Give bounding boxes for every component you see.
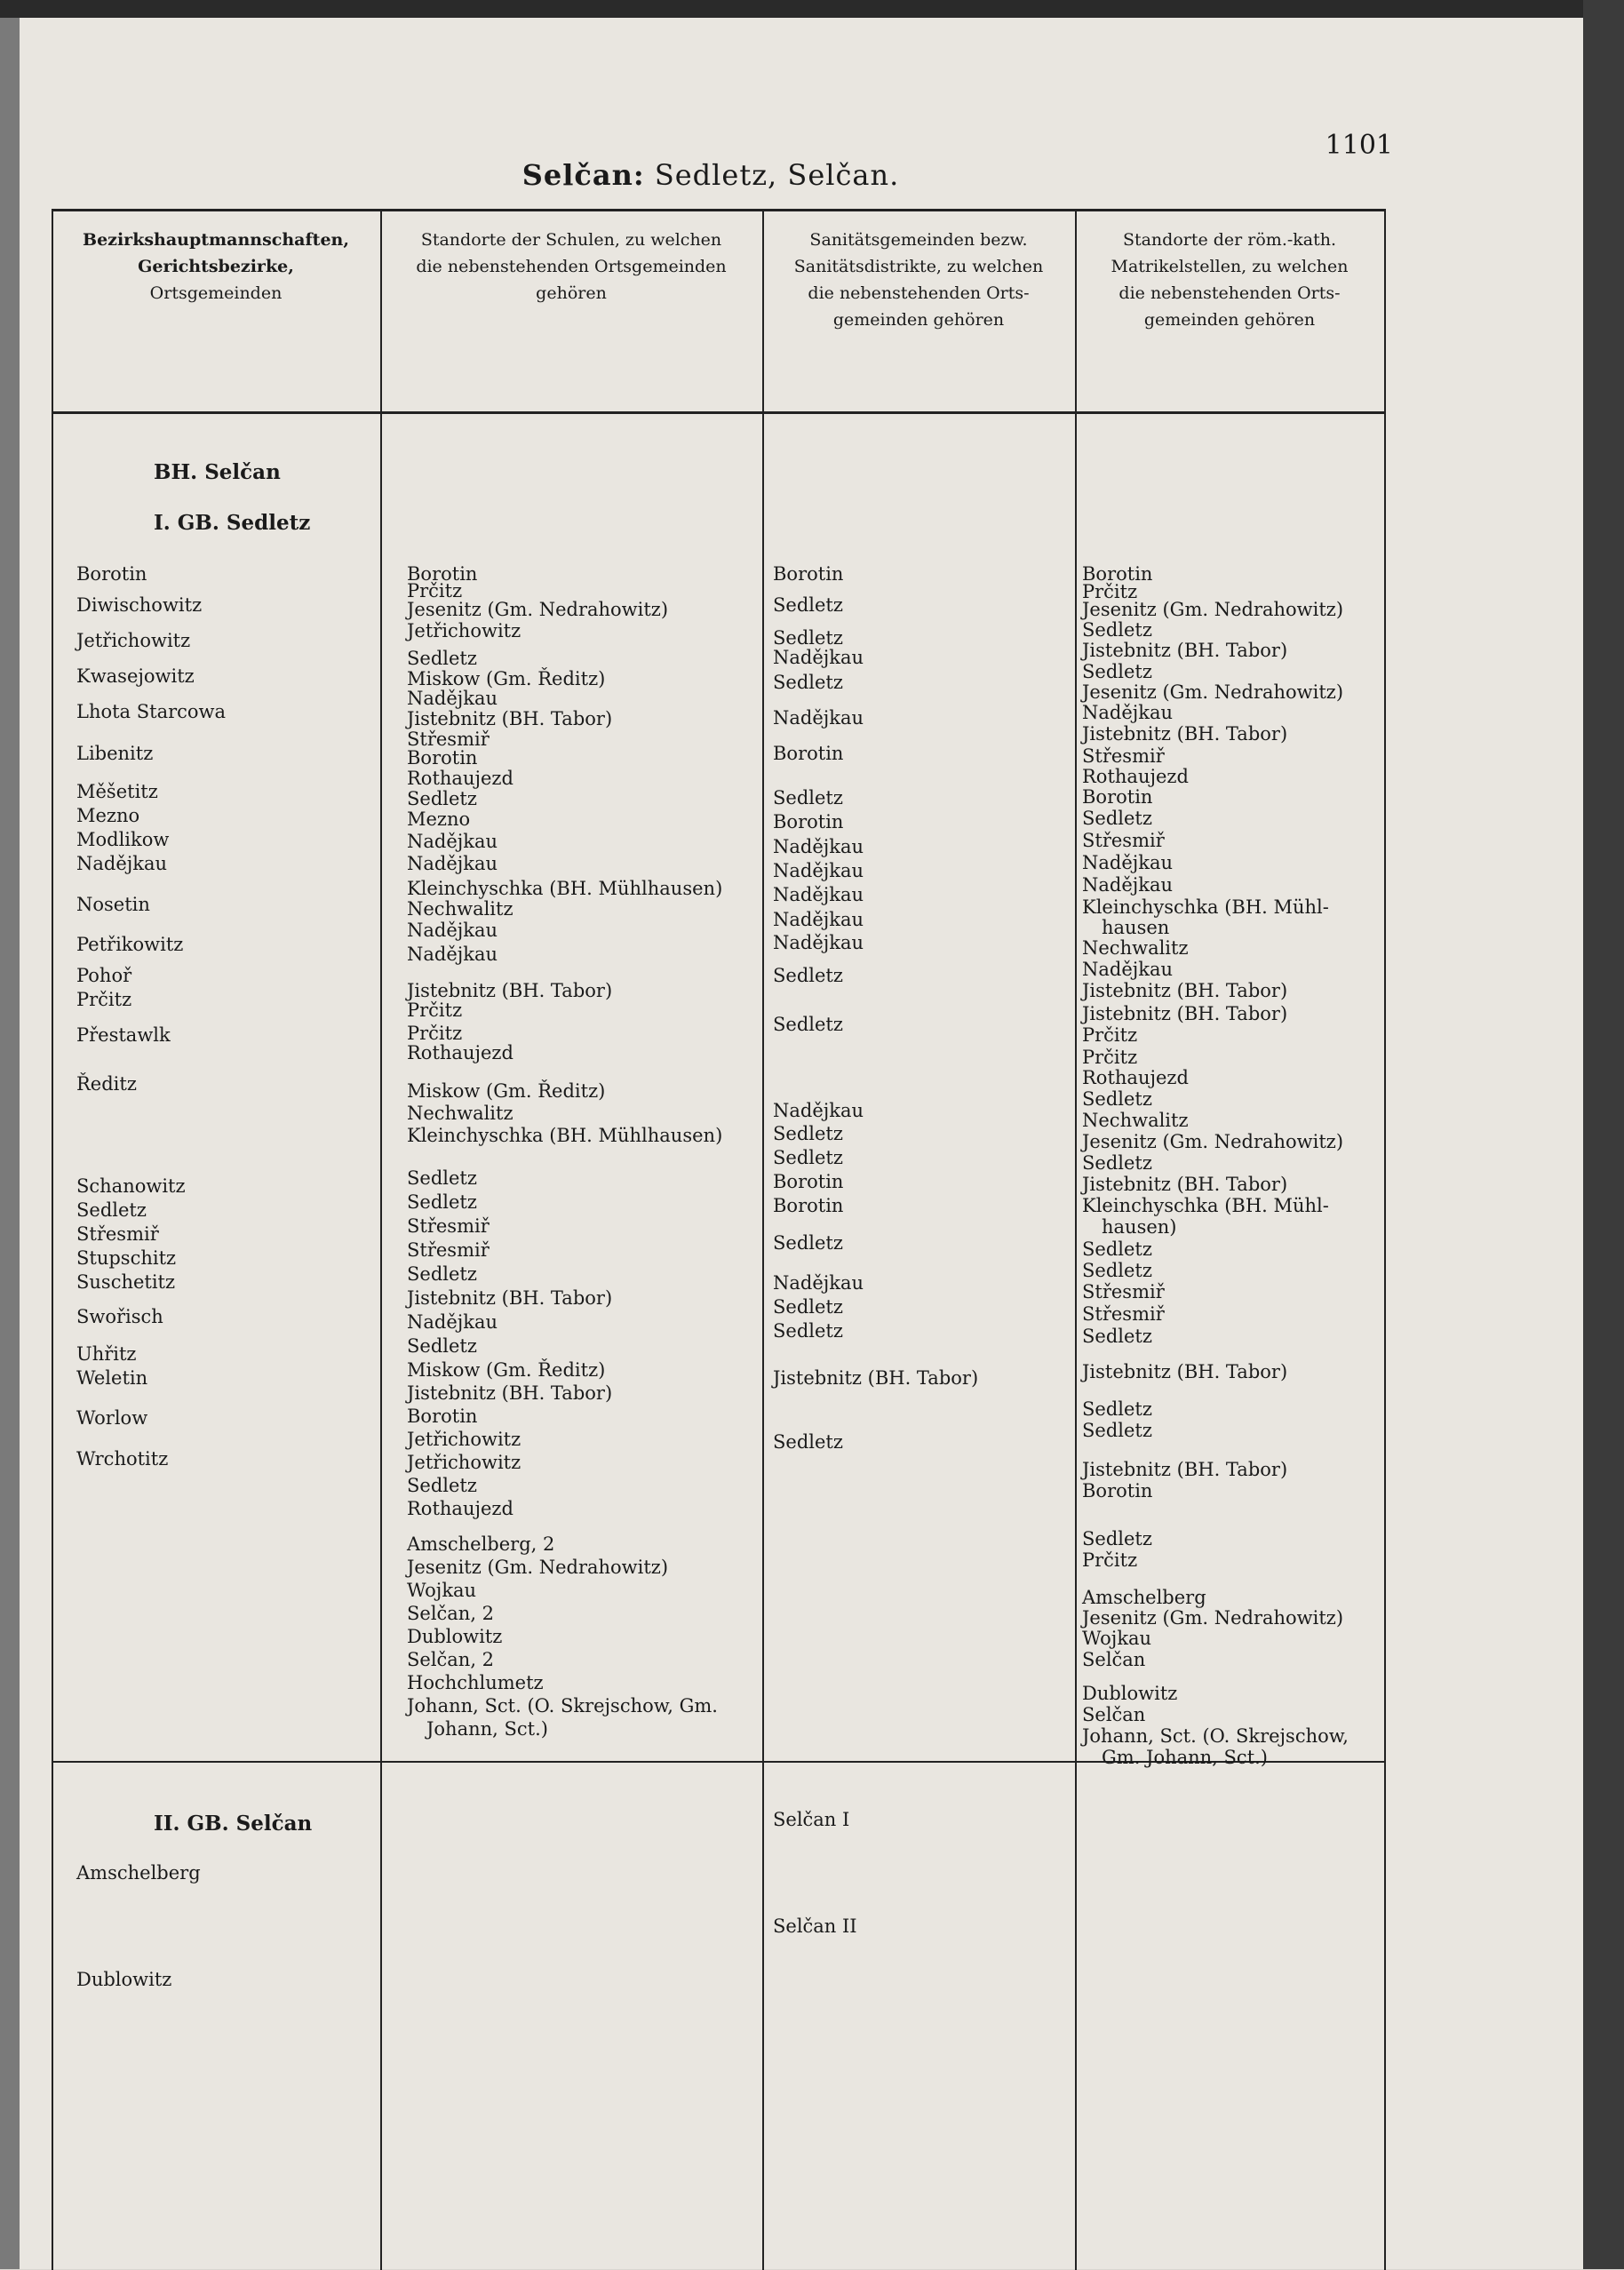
school-entry: Sedletz [407,1335,477,1357]
municipality-entry: Nadějkau [76,853,168,874]
sanitary-entry: Sedletz [773,1431,843,1453]
sanitary-entry: Borotin [773,811,844,832]
school-entry: Johann, Sct. (O. Skrejschow, Gm. [407,1695,718,1716]
sanitary-entry: Nadějkau [773,1100,864,1121]
parish-entry: Prčitz [1082,581,1138,602]
sanitary-entry: Sedletz [773,1147,843,1168]
school-entry: Miskow (Gm. Ředitz) [407,668,606,689]
school-entry: Hochchlumetz [407,1672,544,1693]
col-header-3: Sanitätsgemeinden bezw. Sanitätsdistrikte, zu welchen die nebenstehenden Orts- gemeinden gehören [793,230,1044,330]
rule-v0 [52,209,53,2270]
sanitary-entry: Sedletz [773,1232,843,1254]
municipality-entry: Worlow [76,1407,148,1429]
parish-entry: Kleinchyschka (BH. Mühl- [1082,896,1329,918]
school-entry: Nadějkau [407,920,498,941]
sanitary-entry: Sedletz [773,1320,843,1342]
school-entry: Mezno [407,808,471,830]
parish-entry: hausen [1102,917,1170,938]
municipality-entry: Lhota Starcowa [76,701,227,722]
school-entry: Jetřichowitz [407,620,521,641]
school-entry: Prčitz [407,1000,463,1021]
municipality-entry: Libenitz [76,743,154,764]
municipality-entry: Uhřitz [76,1343,137,1365]
school-entry: Jistebnitz (BH. Tabor) [407,980,613,1001]
municipality-entry: Kwasejowitz [76,665,195,687]
title-rest: Sedletz, Selčan. [644,158,900,192]
parish-entry: Jistebnitz (BH. Tabor) [1082,980,1288,1001]
school-entry: Dublowitz [407,1626,503,1647]
municipality-entry: Měšetitz [76,781,158,802]
municipality-entry: Nosetin [76,894,150,915]
parish-entry: Rothaujezd [1082,766,1189,787]
school-entry: Kleinchyschka (BH. Mühlhausen) [407,1125,723,1146]
sanitary-entry: Sedletz [773,627,843,649]
section-gb2: II. GB. Selčan [154,1812,313,1836]
school-entry: Jistebnitz (BH. Tabor) [407,1287,613,1309]
school-entry: Miskow (Gm. Ředitz) [407,1359,606,1381]
municipality-entry: Modlikow [76,829,170,850]
school-entry: Nadějkau [407,1311,498,1333]
parish-entry: Borotin [1082,563,1153,585]
sanitary-entry: Selčan II [773,1916,857,1937]
parish-entry: Johann, Sct. (O. Skrejschow, [1082,1725,1349,1747]
school-entry: Jistebnitz (BH. Tabor) [407,1382,613,1404]
municipality-entry: Petřikowitz [76,934,184,955]
school-entry: Nadějkau [407,853,498,874]
sanitary-entry: Nadějkau [773,707,864,729]
rule-v4 [1384,209,1386,2270]
school-entry: Střesmiř [407,729,490,750]
school-entry: Selčan, 2 [407,1649,495,1670]
scan-edge-right [1583,0,1624,2269]
school-entry: Nechwalitz [407,898,513,920]
parish-entry: Selčan [1082,1704,1146,1725]
parish-entry: Nechwalitz [1082,1110,1189,1131]
school-entry: Borotin [407,747,478,769]
school-entry: Borotin [407,563,478,585]
parish-entry: Sedletz [1082,1152,1152,1174]
school-entry: Selčan, 2 [407,1603,495,1624]
parish-entry: Amschelberg [1082,1587,1206,1608]
sanitary-entry: Borotin [773,563,844,585]
parish-entry: Nadějkau [1082,852,1174,873]
municipality-entry: Wrchotitz [76,1448,169,1470]
page-title [0,158,1421,192]
parish-entry: Sedletz [1082,1398,1152,1420]
sanitary-entry: Sedletz [773,672,843,693]
school-entry: Jetřichowitz [407,1429,521,1450]
parish-entry: Kleinchyschka (BH. Mühl- [1082,1195,1329,1216]
col-header-2: Standorte der Schulen, zu welchen die nebenstehenden Ortsgemeinden gehören [416,230,727,303]
sanitary-entry: Sedletz [773,1014,843,1035]
school-entry: Amschelberg, 2 [407,1533,555,1555]
parish-entry: Selčan [1082,1649,1146,1670]
municipality-entry: Suschetitz [76,1271,176,1293]
parish-entry: Sedletz [1082,619,1152,641]
sanitary-entry: Selčan I [773,1809,850,1830]
school-entry: Nadějkau [407,831,498,852]
school-entry: Johann, Sct.) [426,1718,548,1740]
sanitary-entry: Sedletz [773,1123,843,1144]
parish-entry: hausen) [1102,1216,1177,1238]
municipality-entry: Pohoř [76,965,132,986]
municipality-entry: Swořisch [76,1306,163,1327]
parish-entry: Jistebnitz (BH. Tabor) [1082,1459,1288,1480]
municipality-entry: Borotin [76,563,147,585]
parish-entry: Prčitz [1082,1024,1138,1046]
school-entry: Miskow (Gm. Ředitz) [407,1080,606,1102]
school-entry: Rothaujezd [407,768,513,789]
school-entry: Prčitz [407,580,463,601]
municipality-entry: Jetřichowitz [76,630,191,651]
parish-entry: Nadějkau [1082,702,1174,723]
municipality-entry: Sedletz [76,1199,147,1221]
school-entry: Borotin [407,1406,478,1427]
municipality-entry: Prčitz [76,989,132,1010]
parish-entry: Nechwalitz [1082,937,1189,959]
school-entry: Nadějkau [407,688,498,709]
school-entry: Nechwalitz [407,1103,513,1124]
parish-entry: Jesenitz (Gm. Nedrahowitz) [1082,1607,1344,1629]
parish-entry: Jistebnitz (BH. Tabor) [1082,1174,1288,1195]
col-header-4: Standorte der röm.-kath. Matrikelstellen, zu welchen die nebenstehenden Orts- gemeinden gehören [1111,230,1349,330]
parish-entry: Sedletz [1082,1420,1152,1441]
parish-entry: Jesenitz (Gm. Nedrahowitz) [1082,681,1344,703]
municipality-entry: Diwischowitz [76,594,203,616]
parish-entry: Borotin [1082,786,1153,808]
sanitary-entry: Sedletz [773,1296,843,1318]
parish-entry: Střesmiř [1082,1281,1165,1302]
parish-entry: Borotin [1082,1480,1153,1501]
title-main: Selčan: [521,158,645,192]
parish-entry: Nadějkau [1082,959,1174,980]
parish-entry: Sedletz [1082,1088,1152,1110]
rule-v1 [380,209,382,2270]
parish-entry: Střesmiř [1082,830,1165,851]
rule-top [52,209,1384,211]
school-entry: Sedletz [407,1263,477,1285]
parish-entry: Jesenitz (Gm. Nedrahowitz) [1082,599,1344,620]
parish-entry: Gm. Johann, Sct.) [1102,1747,1269,1768]
parish-entry: Jistebnitz (BH. Tabor) [1082,723,1288,745]
page-number: 1101 [1325,130,1393,161]
sanitary-entry: Sedletz [773,965,843,986]
school-entry: Wojkau [407,1580,477,1601]
parish-entry: Prčitz [1082,1047,1138,1068]
school-entry: Sedletz [407,788,477,809]
col-header-1: Bezirkshauptmannschaften, Gerichtsbezirke, Ortsgemeinden [83,230,349,303]
parish-entry: Střesmiř [1082,1303,1165,1325]
parish-entry: Jistebnitz (BH. Tabor) [1082,1361,1288,1382]
parish-entry: Sedletz [1082,661,1152,682]
sanitary-entry: Nadějkau [773,884,864,905]
school-entry: Sedletz [407,648,477,669]
parish-entry: Wojkau [1082,1628,1152,1649]
parish-entry: Sedletz [1082,808,1152,829]
sanitary-entry: Nadějkau [773,647,864,668]
school-entry: Jesenitz (Gm. Nedrahowitz) [407,599,669,620]
rule-header [52,411,1384,414]
school-entry: Jetřichowitz [407,1452,521,1473]
school-entry: Rothaujezd [407,1042,513,1063]
school-entry: Rothaujezd [407,1498,513,1519]
municipality-entry: Dublowitz [76,1969,172,1990]
section-bh: BH. Selčan [154,460,281,484]
sanitary-entry: Borotin [773,743,844,764]
municipality-entry: Přestawlk [76,1024,171,1046]
school-entry: Nadějkau [407,944,498,965]
scan-edge-left [0,0,20,2269]
sanitary-entry: Borotin [773,1171,844,1192]
sanitary-entry: Nadějkau [773,909,864,930]
sanitary-entry: Jistebnitz (BH. Tabor) [773,1367,979,1389]
municipality-entry: Ředitz [76,1073,137,1095]
school-entry: Sedletz [407,1191,477,1213]
sanitary-entry: Nadějkau [773,860,864,881]
parish-entry: Sedletz [1082,1239,1152,1260]
parish-entry: Nadějkau [1082,874,1174,896]
sanitary-entry: Nadějkau [773,1272,864,1294]
parish-entry: Jistebnitz (BH. Tabor) [1082,1003,1288,1024]
scan-edge-top [0,0,1624,18]
school-entry: Kleinchyschka (BH. Mühlhausen) [407,878,723,899]
school-entry: Prčitz [407,1023,463,1044]
directory-table [52,209,1384,2270]
rule-v2 [762,209,764,2270]
parish-entry: Dublowitz [1082,1683,1178,1704]
municipality-entry: Střesmiř [76,1223,159,1245]
municipality-entry: Mezno [76,805,140,826]
parish-entry: Sedletz [1082,1260,1152,1281]
parish-entry: Sedletz [1082,1326,1152,1347]
parish-entry: Jistebnitz (BH. Tabor) [1082,640,1288,661]
parish-entry: Jesenitz (Gm. Nedrahowitz) [1082,1131,1344,1152]
municipality-entry: Weletin [76,1367,148,1389]
school-entry: Střesmiř [407,1215,490,1237]
parish-entry: Rothaujezd [1082,1067,1189,1088]
municipality-entry: Schanowitz [76,1175,186,1197]
school-entry: Střesmiř [407,1239,490,1261]
parish-entry: Sedletz [1082,1528,1152,1549]
sanitary-entry: Borotin [773,1195,844,1216]
rule-v3 [1075,209,1077,2270]
sanitary-entry: Sedletz [773,787,843,808]
parish-entry: Střesmiř [1082,745,1165,767]
municipality-entry: Stupschitz [76,1247,177,1269]
school-entry: Jistebnitz (BH. Tabor) [407,708,613,729]
sanitary-entry: Nadějkau [773,932,864,953]
section-gb1: I. GB. Sedletz [154,511,311,535]
municipality-entry: Amschelberg [76,1862,201,1884]
parish-entry: Prčitz [1082,1549,1138,1571]
school-entry: Sedletz [407,1475,477,1496]
school-entry: Sedletz [407,1167,477,1189]
school-entry: Jesenitz (Gm. Nedrahowitz) [407,1557,669,1578]
sanitary-entry: Nadějkau [773,836,864,857]
sanitary-entry: Sedletz [773,594,843,616]
